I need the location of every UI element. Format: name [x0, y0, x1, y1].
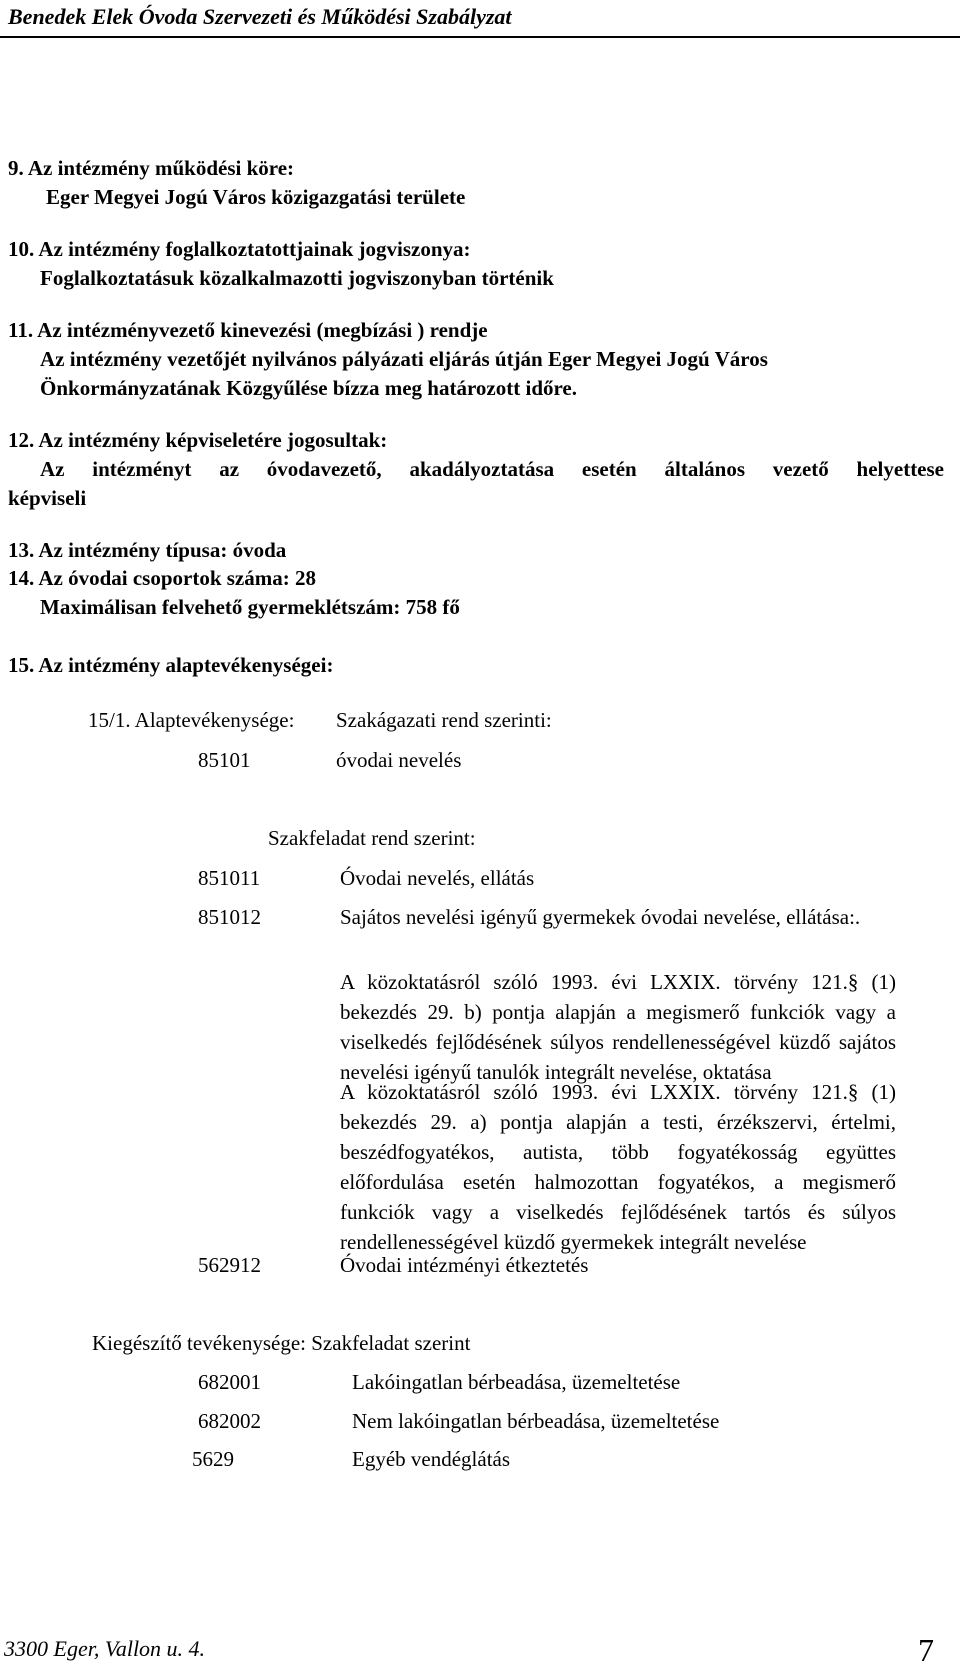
kieg-item-682002-code: 682002 [198, 1409, 261, 1433]
kieg-item-5629-code: 5629 [192, 1447, 234, 1471]
alap-code: 85101 [198, 748, 251, 772]
section-9-heading: 9. Az intézmény működési köre: [8, 156, 295, 180]
kieg-label: Kiegészítő tevékenysége: Szakfeladat szerint [92, 1331, 471, 1355]
section-15-heading: 15. Az intézmény alaptevékenységei: [8, 653, 334, 677]
section-11-heading: 11. Az intézményvezető kinevezési (megbízási ) rendje [8, 318, 488, 342]
item-851011-desc: Óvodai nevelés, ellátás [340, 866, 535, 890]
section-14-heading: 14. Az óvodai csoportok száma: 28 [8, 566, 316, 590]
kieg-item-5629-desc: Egyéb vendéglátás [352, 1447, 511, 1471]
section-14-body: Maximálisan felvehető gyermeklétszám: 758 fő [40, 595, 460, 619]
alap-label: 15/1. Alaptevékenysége: [88, 708, 295, 732]
item-851012-desc: Sajátos nevelési igényű gyermekek óvodai nevelése, ellátása:. [340, 905, 861, 929]
section-12-line2: képviseli [8, 486, 87, 510]
header-rule [0, 36, 960, 38]
alap-sub-label: Szakágazati rend szerinti: [336, 708, 552, 732]
item-562912-desc: Óvodai intézményi étkeztetés [340, 1253, 589, 1277]
section-10-body: Foglalkoztatásuk közalkalmazotti jogviszonyban történik [40, 266, 554, 290]
section-9-body: Eger Megyei Jogú Város közigazgatási területe [46, 185, 466, 209]
paragraph-b: A közoktatásról szóló 1993. évi LXXIX. törvény 121.§ (1) bekezdés 29. b) pontja alapján a megismerő funkciók vagy a viselkedés fejlődésének súlyos rendellenességével küzdő sajátos nevelési igényű tanulók integrált nevelése, oktatása [340, 970, 896, 1084]
page-header-title: Benedek Elek Óvoda Szervezeti és Működési Szabályzat [8, 4, 512, 29]
section-11-line2: Önkormányzatának Közgyűlése bízza meg határozott időre. [40, 376, 578, 400]
page-number: 7 [918, 1632, 934, 1668]
kieg-item-682002-desc: Nem lakóingatlan bérbeadása, üzemeltetése [352, 1409, 720, 1433]
paragraph-a: A közoktatásról szóló 1993. évi LXXIX. törvény 121.§ (1) bekezdés 29. a) pontja alapján a testi, érzékszervi, értelmi, beszédfogyatékos, autista, több fogyatékosság együttes előfordulása esetén halmozottan fogyatékos, a megismerő funkciók vagy a viselkedés fejlődésének tartós és súlyos rendellenességével küzdő gyermekek integrált nevelése [340, 1080, 896, 1254]
section-12-line1: Az intézményt az óvodavezető, akadályoztatása esetén általános vezető helyettese [40, 457, 944, 481]
item-851011-code: 851011 [198, 866, 261, 890]
alap-desc: óvodai nevelés [336, 748, 462, 772]
section-10-heading: 10. Az intézmény foglalkoztatottjainak jogviszonya: [8, 237, 471, 261]
item-562912-code: 562912 [198, 1253, 261, 1277]
footer-address: 3300 Eger, Vallon u. 4. [4, 1636, 206, 1661]
section-13-heading: 13. Az intézmény típusa: óvoda [8, 538, 287, 562]
kieg-item-682001-code: 682001 [198, 1370, 261, 1394]
szakfeladat-heading: Szakfeladat rend szerint: [268, 826, 476, 850]
kieg-item-682001-desc: Lakóingatlan bérbeadása, üzemeltetése [352, 1370, 681, 1394]
section-11-line1: Az intézmény vezetőjét nyilvános pályázati eljárás útján Eger Megyei Jogú Város [40, 347, 768, 371]
item-851012-code: 851012 [198, 905, 261, 929]
section-12-heading: 12. Az intézmény képviseletére jogosultak: [8, 428, 388, 452]
